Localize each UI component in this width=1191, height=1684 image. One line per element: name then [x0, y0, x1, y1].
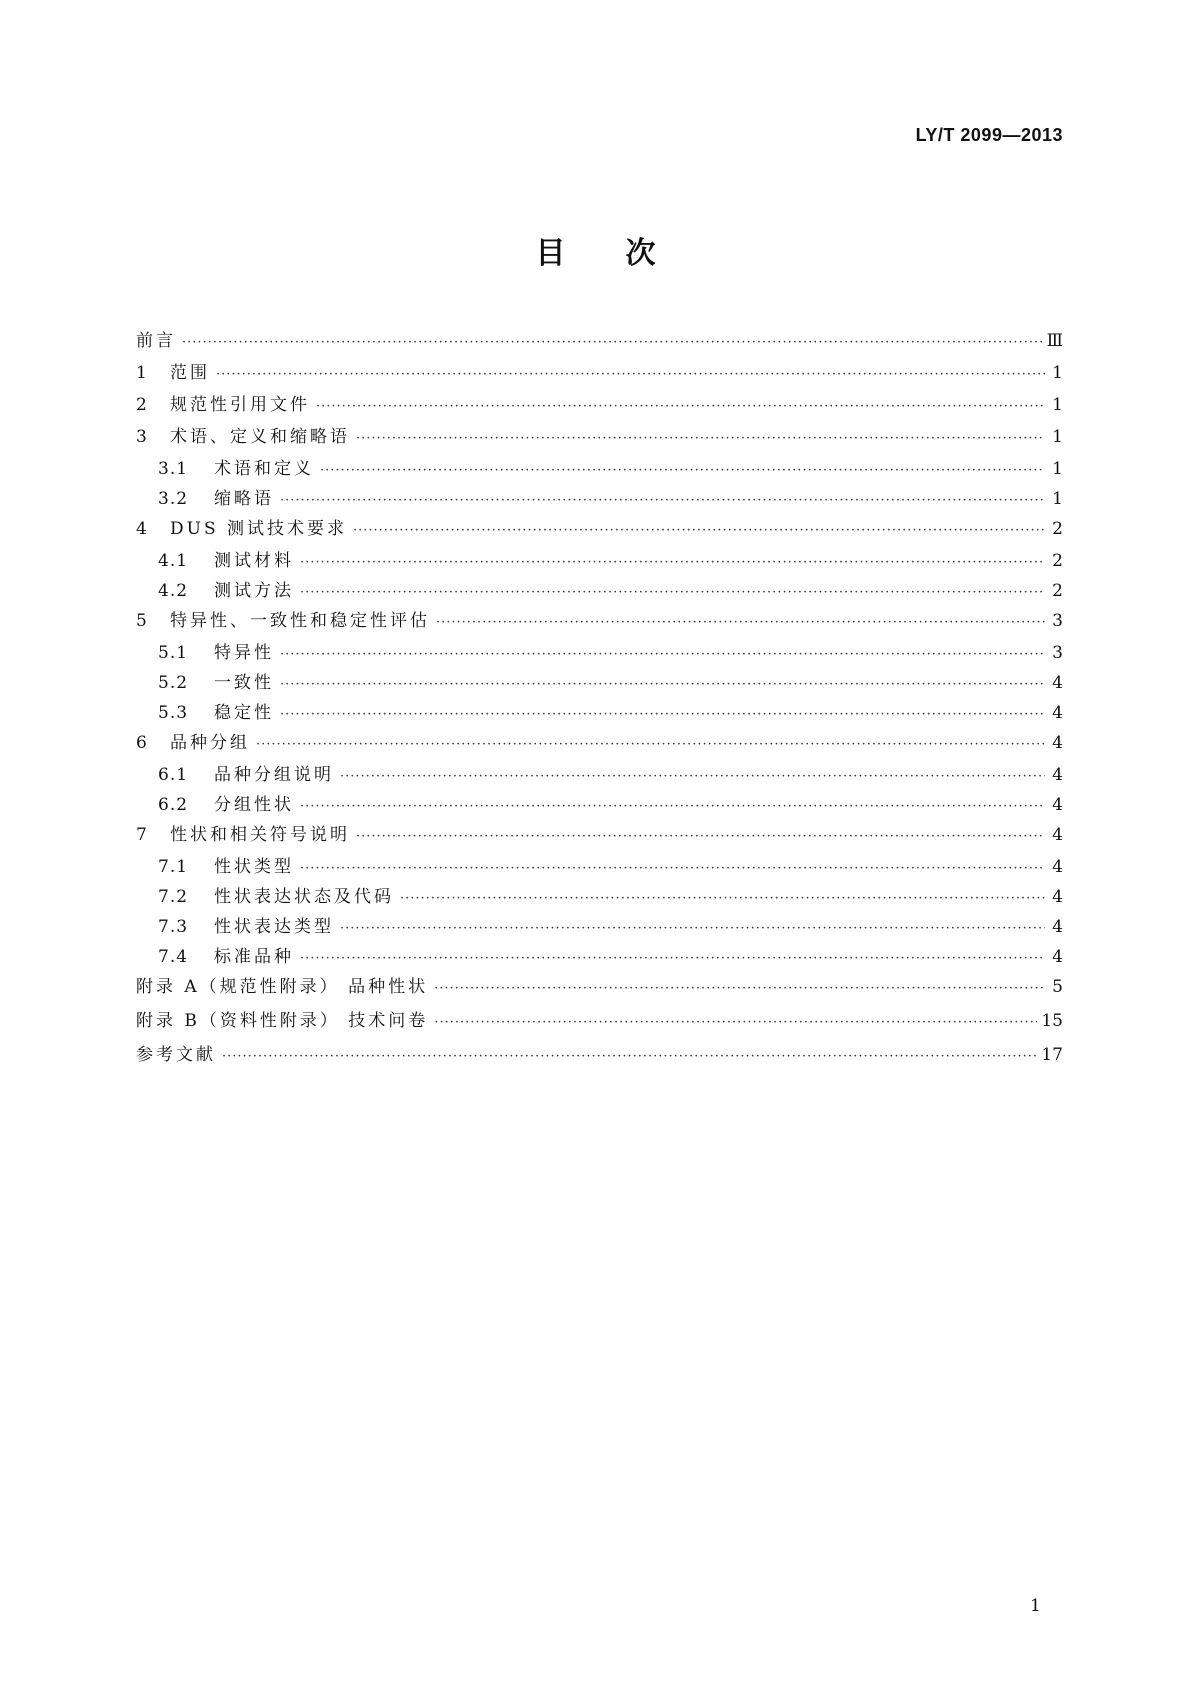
toc-entry[interactable]	[136, 638, 1063, 668]
toc-entry-number: 5	[136, 611, 147, 631]
toc-entry-label: 稳定性	[214, 703, 274, 723]
toc-entry-number: 6.1	[158, 765, 189, 785]
dot-leader	[320, 463, 1045, 478]
toc-entry-page: 1	[1052, 489, 1063, 509]
toc-entry-number: 4	[136, 519, 147, 539]
toc-entry-label: 术语、定义和缩略语	[170, 427, 350, 447]
toc-entry-page: 4	[1052, 887, 1063, 907]
dot-leader	[256, 737, 1045, 752]
toc-entry-label: 术语和定义	[214, 459, 314, 479]
toc-entry-page: 4	[1052, 857, 1063, 877]
dot-leader	[280, 677, 1045, 692]
toc-entry[interactable]	[136, 484, 1063, 514]
toc-entry-number: 6.2	[158, 795, 189, 815]
toc-entry[interactable]	[136, 698, 1063, 728]
toc-entry-page: 1	[1052, 395, 1063, 415]
dot-leader	[182, 335, 1043, 350]
title-char-1: 目	[535, 236, 566, 271]
dot-leader	[316, 399, 1045, 414]
dot-leader	[353, 523, 1045, 538]
toc-entry-label: 性状类型	[214, 857, 294, 877]
toc-entry[interactable]	[136, 606, 1063, 638]
toc-entry-number: 7	[136, 825, 147, 845]
toc-entry-label: 标准品种	[214, 947, 294, 967]
toc-entry-number: 5.3	[158, 703, 189, 723]
toc-entry[interactable]	[136, 668, 1063, 698]
dot-leader	[300, 555, 1045, 570]
toc-entry-label: DUS 测试技术要求	[170, 519, 348, 539]
toc-entry[interactable]	[136, 358, 1063, 390]
toc-entry[interactable]	[136, 454, 1063, 484]
toc-entry-page: 1	[1052, 363, 1063, 383]
toc-entry-page: 15	[1041, 1011, 1063, 1031]
toc-entry-number: 7.1	[158, 857, 189, 877]
dot-leader	[356, 829, 1045, 844]
toc-entry[interactable]	[136, 820, 1063, 852]
toc-entry[interactable]	[136, 728, 1063, 760]
toc-entry-label: 品种分组	[170, 733, 250, 753]
toc-entry-number: 7.3	[158, 917, 189, 937]
dot-leader	[300, 951, 1045, 966]
toc-entry-page: 3	[1052, 643, 1063, 663]
toc-entry-label: 测试方法	[214, 581, 294, 601]
toc-entry-number: 1	[136, 363, 147, 383]
toc-entry-label: 性状表达状态及代码	[214, 887, 394, 907]
title-char-2: 次	[625, 236, 656, 271]
dot-leader	[300, 861, 1045, 876]
dot-leader	[280, 647, 1045, 662]
toc-entry-number: 6	[136, 733, 147, 753]
toc-entry-page: 1	[1052, 459, 1063, 479]
toc-entry-page: 4	[1052, 917, 1063, 937]
toc-entry-label: 一致性	[214, 673, 274, 693]
dot-leader	[216, 367, 1045, 382]
dot-leader	[356, 431, 1045, 446]
dot-leader	[300, 585, 1045, 600]
toc-entry-number: 4.2	[158, 581, 189, 601]
page-title	[0, 228, 1191, 272]
toc-entry-label: 性状和相关符号说明	[170, 825, 350, 845]
toc-entry-number: 7.4	[158, 947, 189, 967]
toc-entry[interactable]	[136, 760, 1063, 790]
toc-entry-label: 参考文献	[136, 1045, 216, 1065]
toc-entry-label: 性状表达类型	[214, 917, 334, 937]
toc-entry-page: 4	[1052, 947, 1063, 967]
toc-entry-number: 5.1	[158, 643, 189, 663]
toc-entry[interactable]	[136, 1040, 1063, 1074]
page-number: 1	[1030, 1596, 1041, 1616]
toc-entry-number: 5.2	[158, 673, 189, 693]
toc-entry-page: 4	[1052, 733, 1063, 753]
toc-entry-page: Ⅲ	[1046, 331, 1063, 351]
toc-entry[interactable]	[136, 852, 1063, 882]
toc-entry-page: 1	[1052, 427, 1063, 447]
toc-entry-page: 17	[1041, 1045, 1063, 1065]
toc-entry[interactable]	[136, 422, 1063, 454]
toc-entry-label: 附录 A（规范性附录） 品种性状	[136, 977, 429, 997]
toc-entry[interactable]	[136, 576, 1063, 606]
toc-entry-label: 测试材料	[214, 551, 294, 571]
toc-entry-label: 附录 B（资料性附录） 技术问卷	[136, 1011, 429, 1031]
toc-entry-page: 4	[1052, 673, 1063, 693]
toc-entry-number: 3	[136, 427, 147, 447]
toc-entry-number: 3.1	[158, 459, 189, 479]
table-of-contents	[136, 326, 1063, 1074]
toc-entry-page: 4	[1052, 703, 1063, 723]
toc-entry-label: 分组性状	[214, 795, 294, 815]
dot-leader	[436, 615, 1045, 630]
toc-entry[interactable]	[136, 912, 1063, 942]
toc-entry-page: 2	[1052, 519, 1063, 539]
toc-entry-label: 品种分组说明	[214, 765, 334, 785]
toc-entry-page: 4	[1052, 795, 1063, 815]
toc-entry[interactable]	[136, 942, 1063, 972]
toc-entry[interactable]	[136, 390, 1063, 422]
dot-leader	[222, 1049, 1037, 1064]
toc-entry[interactable]	[136, 326, 1063, 358]
toc-entry-label: 特异性、一致性和稳定性评估	[170, 611, 430, 631]
toc-entry-page: 5	[1052, 977, 1063, 997]
toc-entry-number: 7.2	[158, 887, 189, 907]
standard-code: LY/T 2099—2013	[915, 125, 1063, 145]
toc-entry-number: 3.2	[158, 489, 189, 509]
dot-leader	[340, 769, 1045, 784]
dot-leader	[280, 707, 1045, 722]
toc-entry-label: 特异性	[214, 643, 274, 663]
toc-entry[interactable]	[136, 882, 1063, 912]
toc-entry-page: 3	[1052, 611, 1063, 631]
dot-leader	[300, 799, 1045, 814]
toc-entry[interactable]	[136, 546, 1063, 576]
toc-entry[interactable]	[136, 514, 1063, 546]
dot-leader	[434, 1015, 1037, 1030]
dot-leader	[400, 891, 1045, 906]
toc-entry-label: 缩略语	[214, 489, 274, 509]
toc-entry-page: 2	[1052, 581, 1063, 601]
dot-leader	[434, 981, 1045, 996]
toc-entry-number: 2	[136, 395, 147, 415]
toc-entry-label: 前言	[136, 331, 176, 351]
toc-entry-label: 规范性引用文件	[170, 395, 310, 415]
toc-entry-page: 4	[1052, 825, 1063, 845]
toc-entry-page: 4	[1052, 765, 1063, 785]
toc-entry[interactable]	[136, 790, 1063, 820]
toc-entry-number: 4.1	[158, 551, 189, 571]
dot-leader	[280, 493, 1045, 508]
toc-entry-page: 2	[1052, 551, 1063, 571]
dot-leader	[340, 921, 1045, 936]
toc-entry[interactable]	[136, 972, 1063, 1006]
toc-entry[interactable]	[136, 1006, 1063, 1040]
toc-entry-label: 范围	[170, 363, 210, 383]
